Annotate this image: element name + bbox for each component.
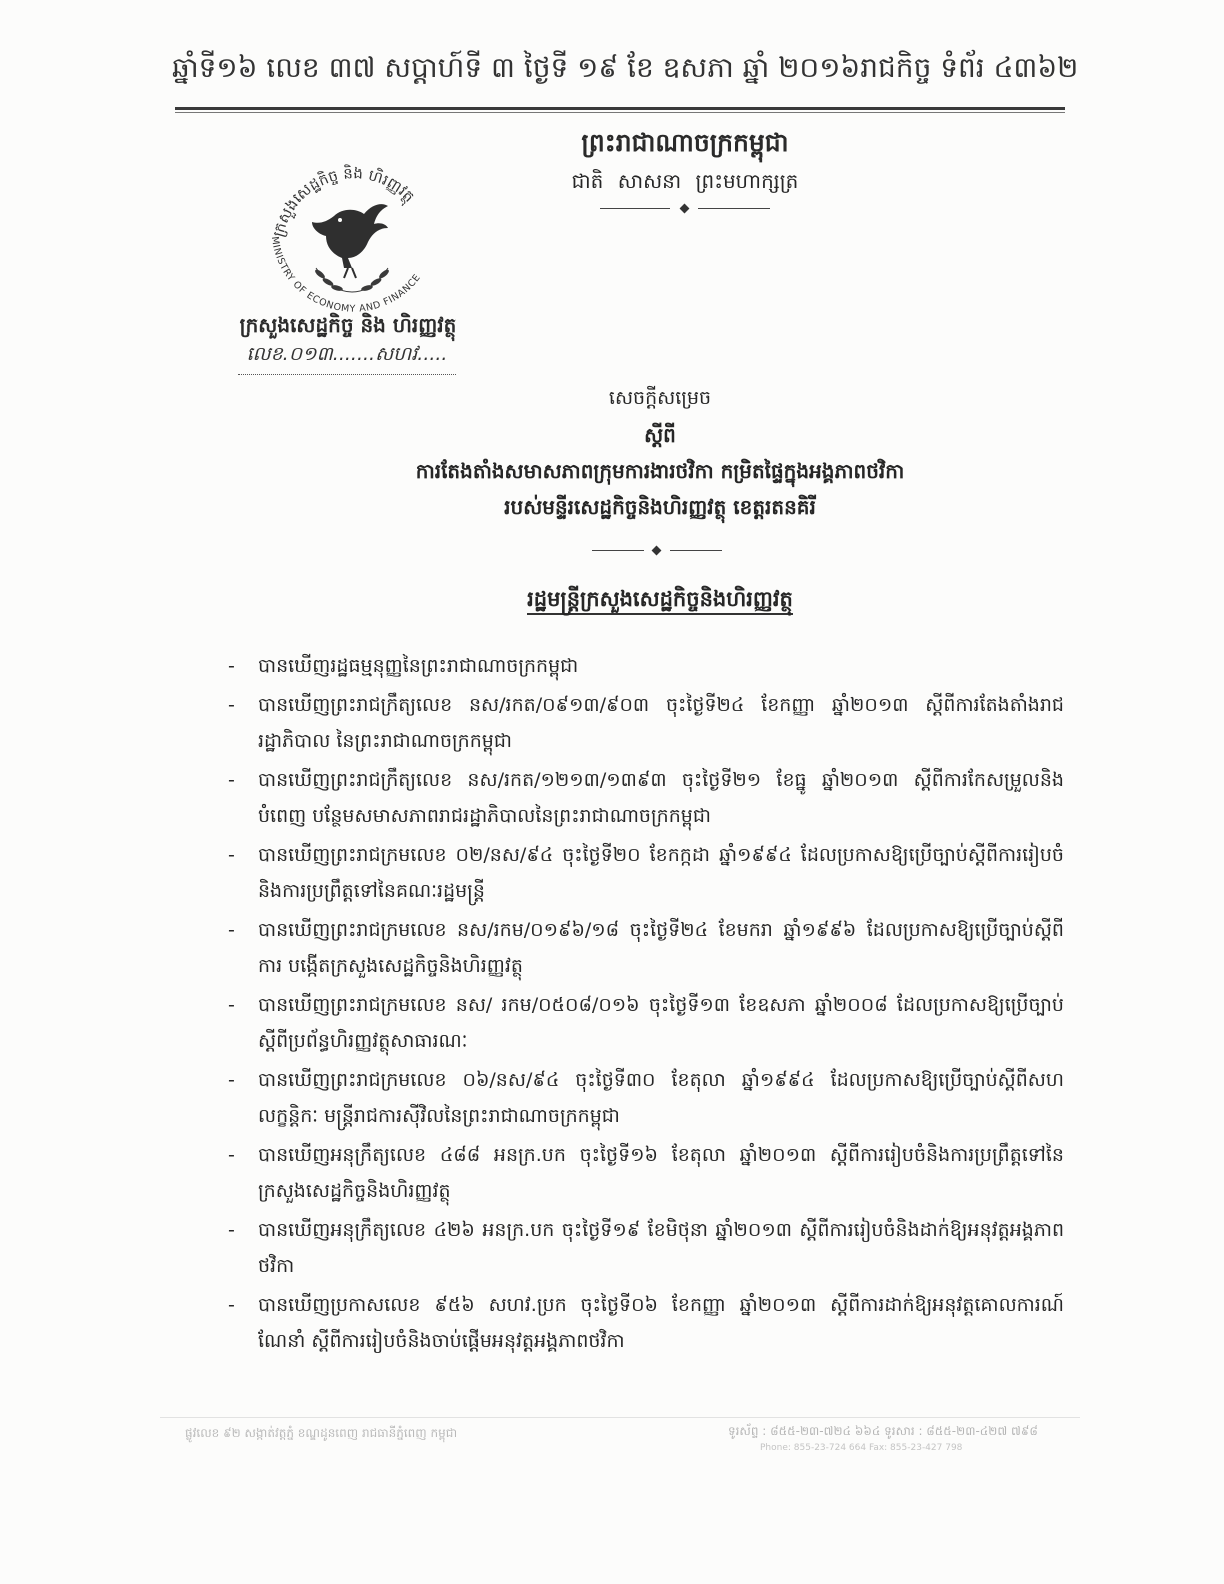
bullet-marker: -: [228, 1294, 235, 1316]
bullet-marker: -: [228, 919, 235, 941]
ornament-line-right: [698, 208, 770, 209]
ornament-line-left: [600, 208, 670, 209]
kingdom-name: ព្រះរាជាណាចក្រកម្ពុជា: [581, 128, 789, 157]
list-item-text: បានឃើញព្រះរាជក្រមលេខ ០៦/នស/៩៤ ចុះថ្ងៃទី៣០ ខែតុលា ឆ្នាំ១៩៩៤ ដែលប្រកាសឱ្យប្រើច្បាប់ស្តីពីសហលក្ខន្តិកៈ មន្ត្រីរាជការស៊ីវិលនៃព្រះរាជាណាចក្រកម្ពុជា: [258, 1069, 1064, 1127]
kingdom-motto: ជាតិ សាសនា ព្រះមហាក្សត្រ: [571, 169, 799, 193]
list-item: [228, 987, 1064, 1059]
bullet-marker: -: [228, 769, 235, 791]
list-item: [228, 762, 1064, 834]
list-item-text: បានឃើញព្រះរាជក្រឹត្យលេខ នស/រកត/១២១៣/១៣៩៣ ចុះថ្ងៃទី២១ ខែធ្នូ ឆ្នាំ២០១៣ ស្តីពីការកែសម្រួលនិងបំពេញ បន្ថែមសមាសភាពរាជរដ្ឋាភិបាលនៃព្រះរាជាណាចក្រកម្ពុជា: [258, 769, 1064, 827]
seal-laurel-icon: [314, 268, 390, 292]
list-item-text: បានឃើញព្រះរាជក្រមលេខ នស/រកម/០១៩៦/១៨ ចុះថ្ងៃទី២៤ ខែមករា ឆ្នាំ១៩៩៦ ដែលប្រកាសឱ្យប្រើច្បាប់ស្តីពីការ បង្កើតក្រសួងសេដ្ឋកិច្ចនិងហិរញ្ញវត្ថុ: [258, 919, 1064, 977]
ministry-name: ក្រសួងសេដ្ឋកិច្ច និង ហិរញ្ញវត្ថុ: [239, 313, 457, 337]
list-item-text: បានឃើញប្រកាសលេខ ៩៥៦ សហវ.ប្រក ចុះថ្ងៃទី០៦ ខែកញ្ញា ឆ្នាំ២០១៣ ស្តីពីការដាក់ឱ្យអនុវត្តគោលការណ៍ណែនាំ ស្តីពីការរៀបចំនិងចាប់ផ្តើមអនុវត្តអង្គភាពថវិកា: [258, 1294, 1064, 1352]
document-reference-number: លេខ.០១៣.......សហវ.....: [238, 342, 456, 375]
seal-bird-emblem: [312, 204, 388, 278]
bullet-marker: -: [228, 1219, 235, 1241]
bullet-marker: -: [228, 694, 235, 716]
seal-english-text: MINISTRY OF ECONOMY AND FINANCE: [268, 235, 424, 315]
list-item-text: បានឃើញអនុក្រឹត្យលេខ ៤៨៨ អនក្រ.បក ចុះថ្ងៃទី១៦ ខែតុលា ឆ្នាំ២០១៣ ស្តីពីការរៀបចំនិងការប្រព្រឹត្តទៅនៃ ក្រសួងសេដ្ឋកិច្ចនិងហិរញ្ញវត្ថុ: [258, 1144, 1064, 1202]
ministry-seal-icon: [256, 142, 448, 334]
ornament-line-left: [592, 550, 644, 551]
list-item-text: បានឃើញអនុក្រឹត្យលេខ ៤២៦ អនក្រ.បក ចុះថ្ងៃទី១៩ ខែមិថុនា ឆ្នាំ២០១៣ ស្តីពីការរៀបចំនិងដាក់ឱ្យអនុវត្តអង្គភាព ថវិកា: [258, 1219, 1064, 1277]
list-item-text: បានឃើញព្រះរាជក្រឹត្យលេខ នស/រកត/០៩១៣/៩០៣ ចុះថ្ងៃទី២៤ ខែកញ្ញា ឆ្នាំ២០១៣ ស្តីពីការតែងតាំងរាជរដ្ឋាភិបាល នៃព្រះរាជាណាចក្រកម្ពុជា: [258, 694, 1064, 752]
list-item: [228, 687, 1064, 759]
seal-khmer-text: ក្រសួងសេដ្ឋកិច្ច និង ហិរញ្ញវត្ថុ: [269, 164, 419, 239]
document-about-label: ស្តីពី: [644, 423, 676, 447]
header-rule: [175, 107, 1065, 110]
gazette-header: [172, 50, 1079, 91]
list-item-text: បានឃើញព្រះរាជក្រមលេខ នស/ រកម/០៥០៨/០១៦ ចុះថ្ងៃទី១៣ ខែឧសភា ឆ្នាំ២០០៨ ដែលប្រកាសឱ្យប្រើច្បាប់ ស្តីពីប្រព័ន្ធហិរញ្ញវត្ថុសាធារណៈ: [258, 994, 1064, 1052]
bullet-marker: -: [228, 655, 235, 677]
document-subject-line-1: ការតែងតាំងសមាសភាពក្រុមការងារថវិកា កម្រិតផ្ទៃក្នុងអង្គភាពថវិកា: [415, 459, 905, 483]
bullet-marker: -: [228, 1069, 235, 1091]
ornament-diamond: [652, 546, 662, 556]
footer-rule: [160, 1417, 1080, 1418]
document-type: សេចក្តីសម្រេច: [608, 387, 712, 409]
considerations-list: [228, 648, 1064, 1362]
ornament-divider: [600, 204, 770, 214]
ornament-diamond: [680, 204, 690, 214]
list-item: [228, 1287, 1064, 1359]
ornament-line-right: [670, 550, 722, 551]
gazette-page-number: រាជកិច្ច ទំព័រ ៤៣៦២: [860, 51, 1079, 84]
header-rule-thin: [175, 112, 1065, 113]
footer-contact-english: Phone: 855-23-724 664 Fax: 855-23-427 798: [760, 1443, 963, 1453]
list-item-text: បានឃើញរដ្ឋធម្មនុញ្ញនៃព្រះរាជាណាចក្រកម្ពុជា: [258, 655, 579, 677]
gazette-issue-line: ឆ្នាំទី១៦ លេខ ៣៧ សប្តាហ៍ទី ៣ ថ្ងៃទី ១៩ ខែ ឧសភា ឆ្នាំ ២០១៦: [172, 51, 861, 84]
list-item: [228, 837, 1064, 909]
list-item: [228, 1137, 1064, 1209]
bullet-marker: -: [228, 994, 235, 1016]
list-item: [228, 1212, 1064, 1284]
bullet-marker: -: [228, 1144, 235, 1166]
ornament-divider-title: [592, 546, 722, 556]
document-subject-line-2: របស់មន្ទីរសេដ្ឋកិច្ចនិងហិរញ្ញវត្ថុ ខេត្តរតនគិរី: [504, 495, 816, 519]
list-item-text: បានឃើញព្រះរាជក្រមលេខ ០២/នស/៩៤ ចុះថ្ងៃទី២០ ខែកក្កដា ឆ្នាំ១៩៩៤ ដែលប្រកាសឱ្យប្រើច្បាប់ស្តីពីការរៀបចំ និងការប្រព្រឹត្តទៅនៃគណៈរដ្ឋមន្ត្រី: [258, 844, 1064, 902]
footer-contact-khmer: ទូរស័ព្ទ : ៨៥៥-២៣-៧២៤ ៦៦៤ ទូរសារ : ៨៥៥-២៣-៤២៧ ៧៩៨: [728, 1424, 1038, 1438]
issuer-title: រដ្ឋមន្ត្រីក្រសួងសេដ្ឋកិច្ចនិងហិរញ្ញវត្ថុ: [527, 587, 793, 615]
issuer-heading: [400, 586, 920, 617]
footer-address: ផ្លូវលេខ ៩២ សង្កាត់វត្តភ្នំ ខណ្ឌដូនពេញ រាជធានីភ្នំពេញ កម្ពុជា: [185, 1426, 458, 1440]
list-item: [228, 648, 1064, 684]
bullet-marker: -: [228, 844, 235, 866]
list-item: [228, 912, 1064, 984]
list-item: [228, 1062, 1064, 1134]
